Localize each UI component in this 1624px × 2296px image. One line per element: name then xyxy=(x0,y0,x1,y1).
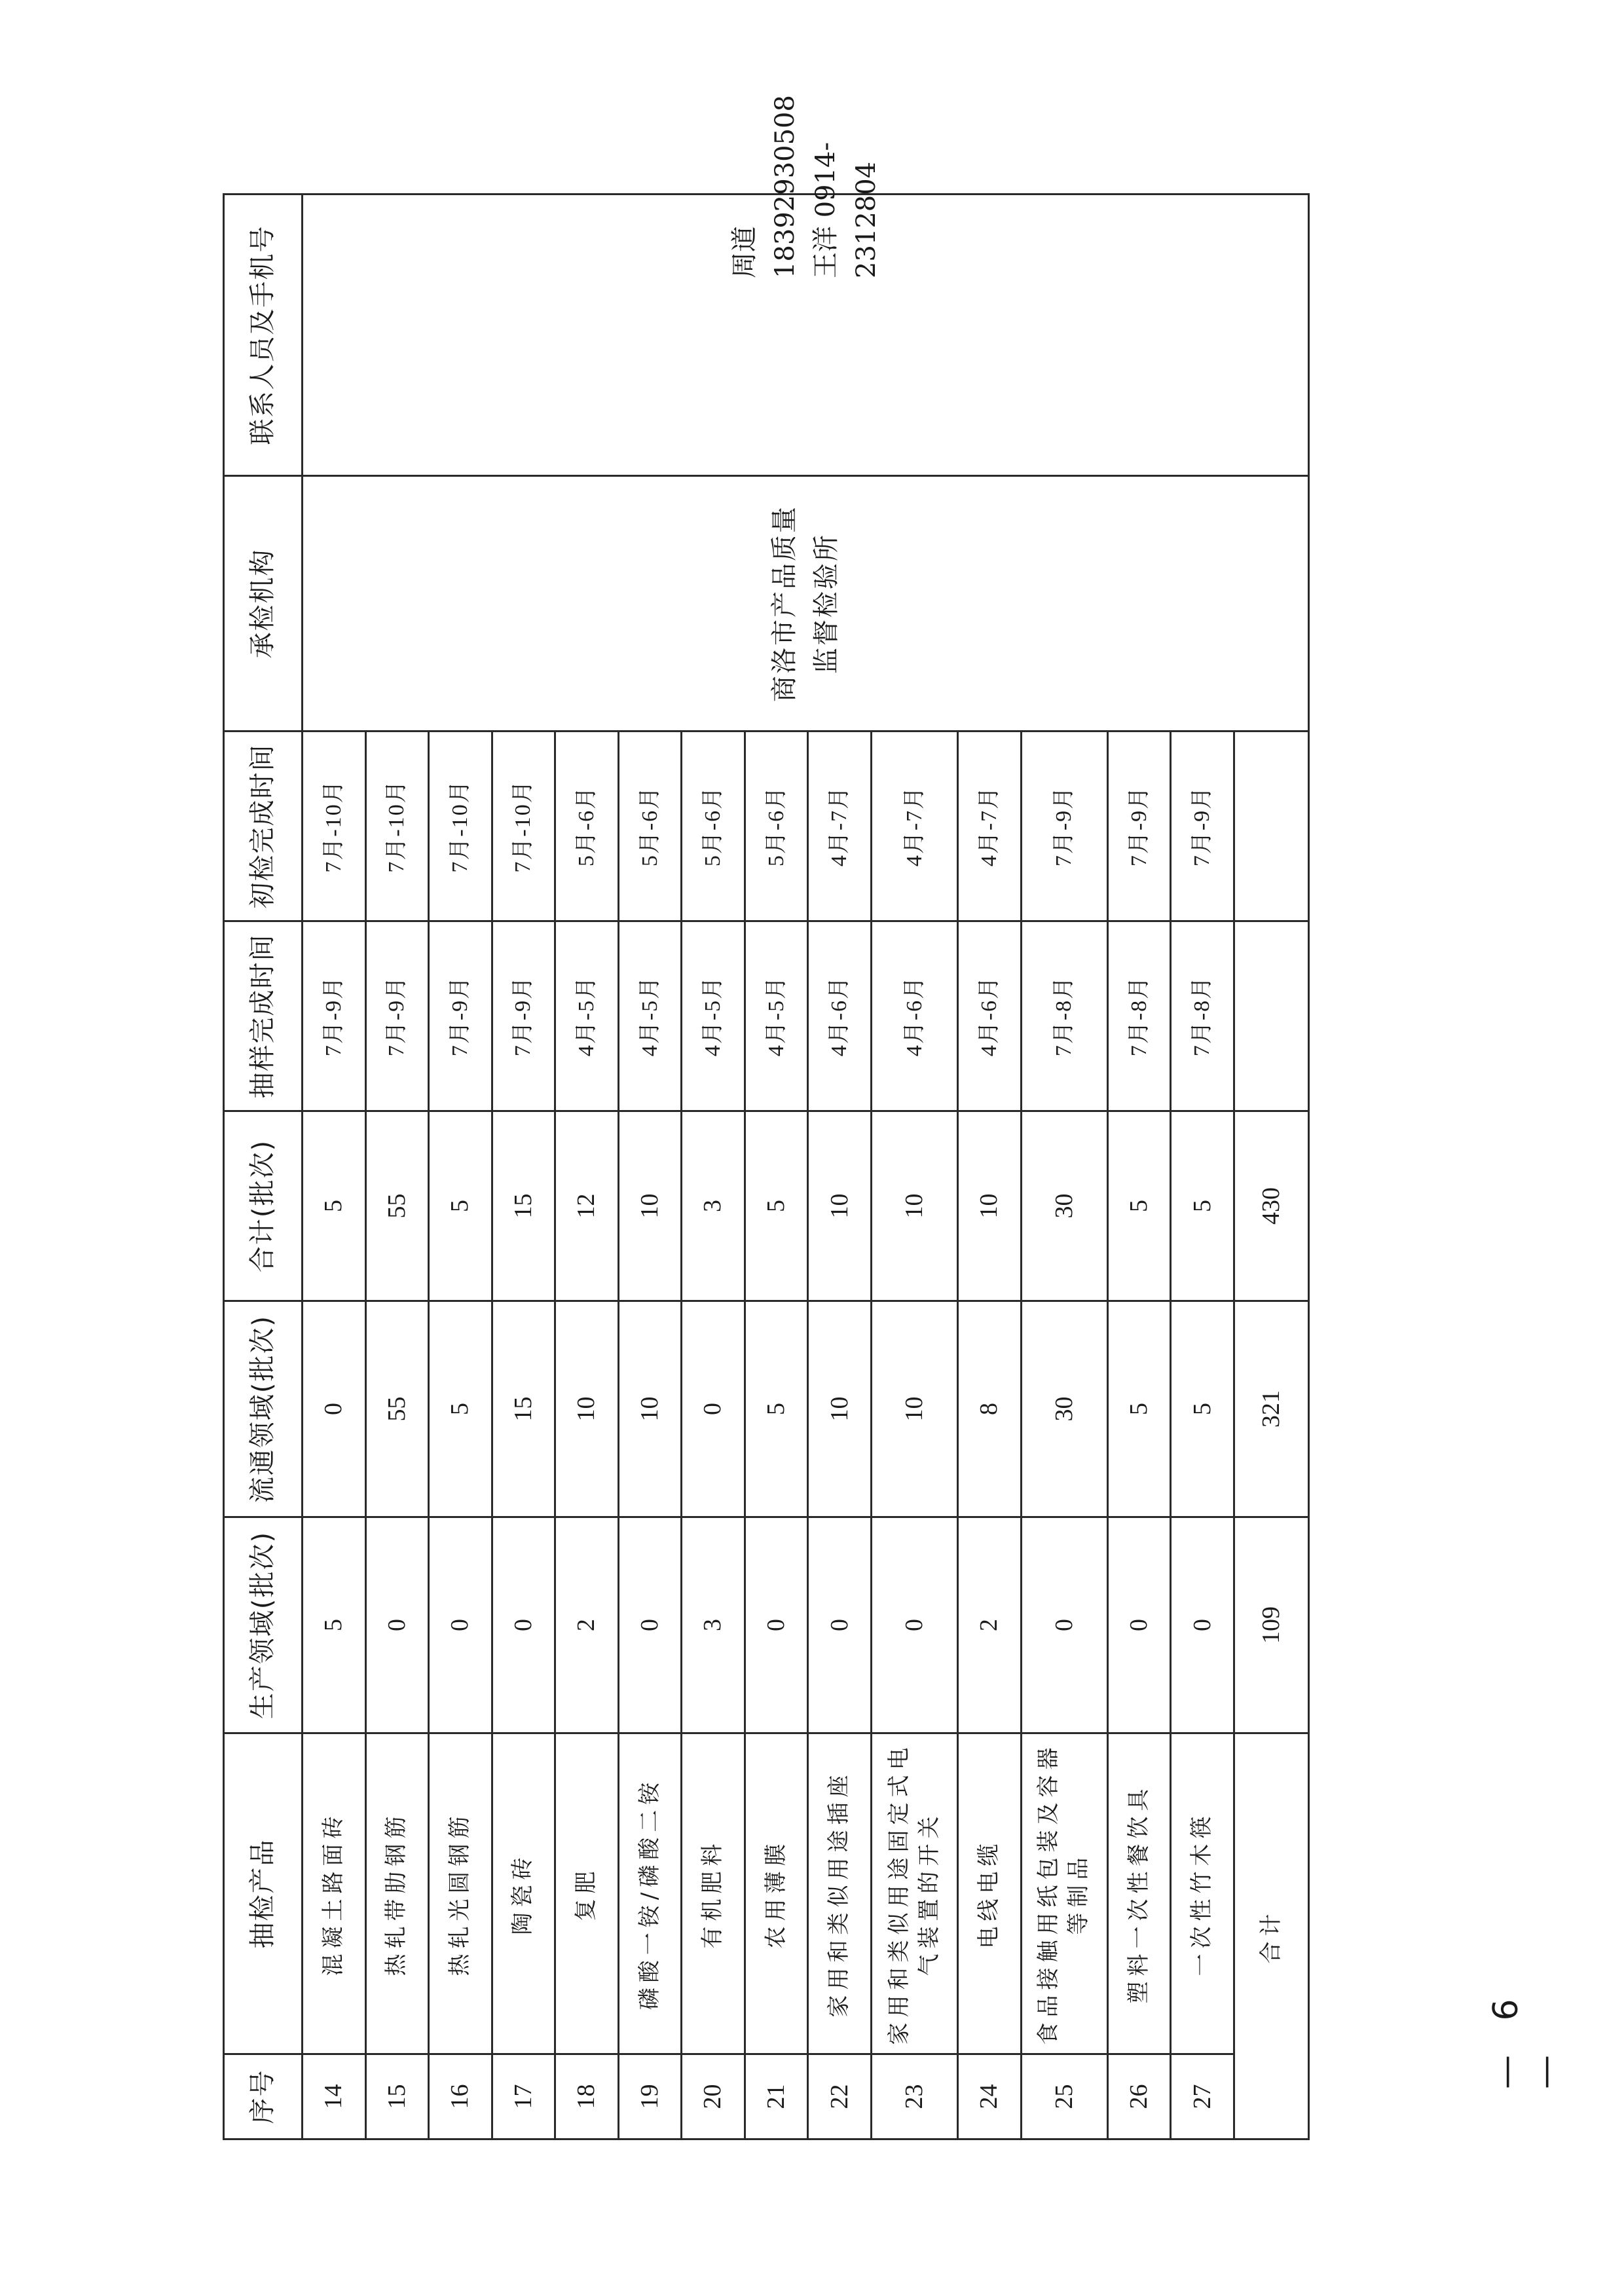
cell-total: 3 xyxy=(682,1111,745,1301)
cell-circulation: 10 xyxy=(555,1301,619,1517)
cell-production: 0 xyxy=(745,1517,808,1733)
cell-total: 10 xyxy=(808,1111,872,1301)
header-total: 合计(批次) xyxy=(224,1111,303,1301)
header-sampling-time: 抽样完成时间 xyxy=(224,921,303,1111)
cell-product: 有机肥料 xyxy=(682,1733,745,2054)
cell-product: 农用薄膜 xyxy=(745,1733,808,2054)
cell-no: 17 xyxy=(492,2054,555,2139)
cell-circulation: 5 xyxy=(1107,1301,1171,1517)
contact-line: 周道 18392930508 xyxy=(729,95,800,278)
cell-production: 0 xyxy=(1171,1517,1234,1733)
cell-total: 5 xyxy=(429,1111,492,1301)
totals-total: 430 xyxy=(1234,1111,1308,1301)
cell-inspection-time: 4月-7月 xyxy=(808,731,872,921)
totals-label: 合计 xyxy=(1234,1733,1308,2139)
cell-product: 塑料一次性餐饮具 xyxy=(1107,1733,1171,2054)
cell-inspection-time: 5月-6月 xyxy=(745,731,808,921)
totals-empty-sampling-time xyxy=(1234,921,1308,1111)
cell-inspection-time: 5月-6月 xyxy=(682,731,745,921)
header-inspection-time: 初检完成时间 xyxy=(224,731,303,921)
cell-circulation: 30 xyxy=(1021,1301,1107,1517)
totals-circulation: 321 xyxy=(1234,1301,1308,1517)
institution-line-1: 商洛市产品质量 xyxy=(769,505,800,702)
inspection-table xyxy=(223,95,1310,2140)
cell-product: 热轧光圆钢筋 xyxy=(429,1733,492,2054)
cell-inspection-time: 7月-9月 xyxy=(1021,731,1107,921)
cell-sampling-time: 7月-8月 xyxy=(1021,921,1107,1111)
cell-sampling-time: 4月-5月 xyxy=(745,921,808,1111)
cell-contact xyxy=(302,95,1308,476)
cell-production: 0 xyxy=(1107,1517,1171,1733)
header-circulation: 流通领域(批次) xyxy=(224,1301,303,1517)
cell-inspection-time: 7月-10月 xyxy=(429,731,492,921)
cell-production: 0 xyxy=(618,1517,682,1733)
cell-production: 2 xyxy=(958,1517,1022,1733)
cell-no: 15 xyxy=(365,2054,429,2139)
cell-product: 家用和类似用途插座 xyxy=(808,1733,872,2054)
cell-circulation: 55 xyxy=(365,1301,429,1517)
cell-circulation: 0 xyxy=(682,1301,745,1517)
cell-circulation: 10 xyxy=(618,1301,682,1517)
cell-sampling-time: 4月-5月 xyxy=(682,921,745,1111)
cell-sampling-time: 7月-9月 xyxy=(302,921,365,1111)
cell-no: 27 xyxy=(1171,2054,1234,2139)
cell-inspection-time: 4月-7月 xyxy=(958,731,1022,921)
cell-production: 0 xyxy=(1021,1517,1107,1733)
cell-no: 22 xyxy=(808,2054,872,2139)
cell-sampling-time: 7月-9月 xyxy=(429,921,492,1111)
totals-production: 109 xyxy=(1234,1517,1308,1733)
cell-sampling-time: 4月-5月 xyxy=(618,921,682,1111)
cell-product: 电线电缆 xyxy=(958,1733,1022,2054)
cell-inspection-time: 7月-9月 xyxy=(1107,731,1171,921)
cell-product: 家用和类似用途固定式电气装置的开关 xyxy=(872,1733,958,2054)
cell-product: 热轧带肋钢筋 xyxy=(365,1733,429,2054)
cell-circulation: 5 xyxy=(1171,1301,1234,1517)
header-contact: 联系人员及手机号 xyxy=(224,194,303,476)
cell-sampling-time: 4月-5月 xyxy=(555,921,619,1111)
cell-sampling-time: 4月-6月 xyxy=(808,921,872,1111)
cell-no: 14 xyxy=(302,2054,365,2139)
cell-product: 一次性竹木筷 xyxy=(1171,1733,1234,2054)
cell-inspection-time: 5月-6月 xyxy=(555,731,619,921)
cell-production: 0 xyxy=(429,1517,492,1733)
cell-product: 食品接触用纸包装及容器等制品 xyxy=(1021,1733,1107,2054)
cell-product: 混凝土路面砖 xyxy=(302,1733,365,2054)
page-number: — 6 — xyxy=(1486,1987,1565,2089)
contact-line: 王洋 0914-2312804 xyxy=(810,141,881,278)
cell-total: 5 xyxy=(1171,1111,1234,1301)
cell-circulation: 8 xyxy=(958,1301,1022,1517)
table-row xyxy=(302,194,365,2139)
cell-inspection-time: 4月-7月 xyxy=(872,731,958,921)
cell-sampling-time: 7月-9月 xyxy=(492,921,555,1111)
cell-circulation: 10 xyxy=(872,1301,958,1517)
cell-institution xyxy=(302,476,1308,731)
cell-no: 19 xyxy=(618,2054,682,2139)
cell-no: 18 xyxy=(555,2054,619,2139)
header-institution: 承检机构 xyxy=(224,476,303,731)
cell-no: 20 xyxy=(682,2054,745,2139)
cell-production: 0 xyxy=(365,1517,429,1733)
cell-inspection-time: 7月-10月 xyxy=(365,731,429,921)
cell-total: 10 xyxy=(618,1111,682,1301)
cell-total: 12 xyxy=(555,1111,619,1301)
cell-production: 0 xyxy=(492,1517,555,1733)
cell-production: 0 xyxy=(872,1517,958,1733)
cell-production: 0 xyxy=(808,1517,872,1733)
cell-no: 24 xyxy=(958,2054,1022,2139)
cell-production: 3 xyxy=(682,1517,745,1733)
totals-empty-inspection-time xyxy=(1234,731,1308,921)
cell-total: 15 xyxy=(492,1111,555,1301)
cell-circulation: 0 xyxy=(302,1301,365,1517)
cell-inspection-time: 7月-10月 xyxy=(492,731,555,921)
cell-total: 10 xyxy=(958,1111,1022,1301)
cell-sampling-time: 4月-6月 xyxy=(958,921,1022,1111)
cell-inspection-time: 7月-9月 xyxy=(1171,731,1234,921)
cell-production: 2 xyxy=(555,1517,619,1733)
cell-no: 21 xyxy=(745,2054,808,2139)
cell-sampling-time: 7月-8月 xyxy=(1171,921,1234,1111)
header-no: 序号 xyxy=(224,2054,303,2139)
cell-total: 5 xyxy=(1107,1111,1171,1301)
cell-product: 复肥 xyxy=(555,1733,619,2054)
table-wrapper-rotated xyxy=(223,95,1310,2140)
cell-product: 磷酸一铵/磷酸二铵 xyxy=(618,1733,682,2054)
cell-product: 陶瓷砖 xyxy=(492,1733,555,2054)
header-row xyxy=(224,194,303,2139)
institution-line-2: 监督检验所 xyxy=(811,533,841,674)
cell-total: 55 xyxy=(365,1111,429,1301)
cell-circulation: 5 xyxy=(429,1301,492,1517)
cell-inspection-time: 7月-10月 xyxy=(302,731,365,921)
cell-production: 5 xyxy=(302,1517,365,1733)
cell-sampling-time: 4月-6月 xyxy=(872,921,958,1111)
cell-circulation: 5 xyxy=(745,1301,808,1517)
cell-circulation: 10 xyxy=(808,1301,872,1517)
cell-total: 10 xyxy=(872,1111,958,1301)
cell-total: 5 xyxy=(745,1111,808,1301)
cell-no: 25 xyxy=(1021,2054,1107,2139)
cell-sampling-time: 7月-8月 xyxy=(1107,921,1171,1111)
cell-sampling-time: 7月-9月 xyxy=(365,921,429,1111)
cell-no: 16 xyxy=(429,2054,492,2139)
cell-circulation: 15 xyxy=(492,1301,555,1517)
header-product: 抽检产品 xyxy=(224,1733,303,2054)
header-production: 生产领域(批次) xyxy=(224,1517,303,1733)
cell-total: 30 xyxy=(1021,1111,1107,1301)
cell-no: 26 xyxy=(1107,2054,1171,2139)
cell-no: 23 xyxy=(872,2054,958,2139)
cell-inspection-time: 5月-6月 xyxy=(618,731,682,921)
cell-total: 5 xyxy=(302,1111,365,1301)
